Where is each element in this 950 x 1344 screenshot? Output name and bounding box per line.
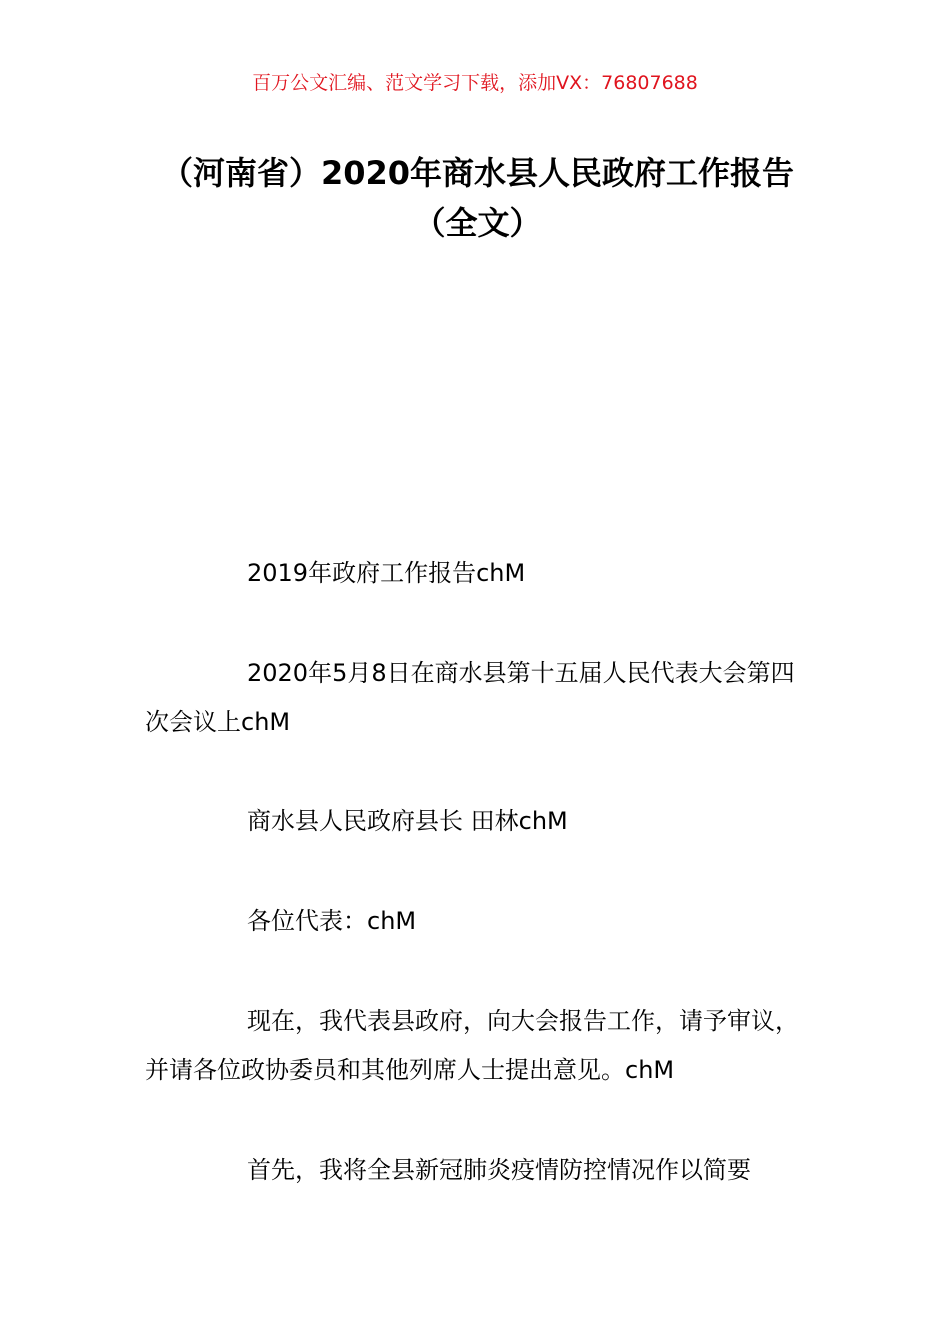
header-note: 百万公文汇编、范文学习下载，添加VX：76807688 bbox=[252, 72, 698, 94]
document-title: （河南省）2020年商水县人民政府工作报告（全文） bbox=[160, 154, 795, 242]
paragraph-covid-intro: 首先，我将全县新冠肺炎疫情防控情况作以简要 bbox=[247, 1156, 751, 1184]
paragraph-meeting-info: 2020年5月8日在商水县第十五届人民代表大会第四次会议上chM bbox=[145, 659, 795, 736]
paragraph-opening: 现在，我代表县政府，向大会报告工作，请予审议，并请各位政协委员和其他列席人士提出意见。chM bbox=[145, 1007, 799, 1084]
paragraph-salutation: 各位代表：chM bbox=[247, 907, 417, 935]
paragraph-report-name: 2019年政府工作报告chM bbox=[247, 559, 526, 587]
paragraph-speaker: 商水县人民政府县长 田林chM bbox=[247, 807, 568, 835]
